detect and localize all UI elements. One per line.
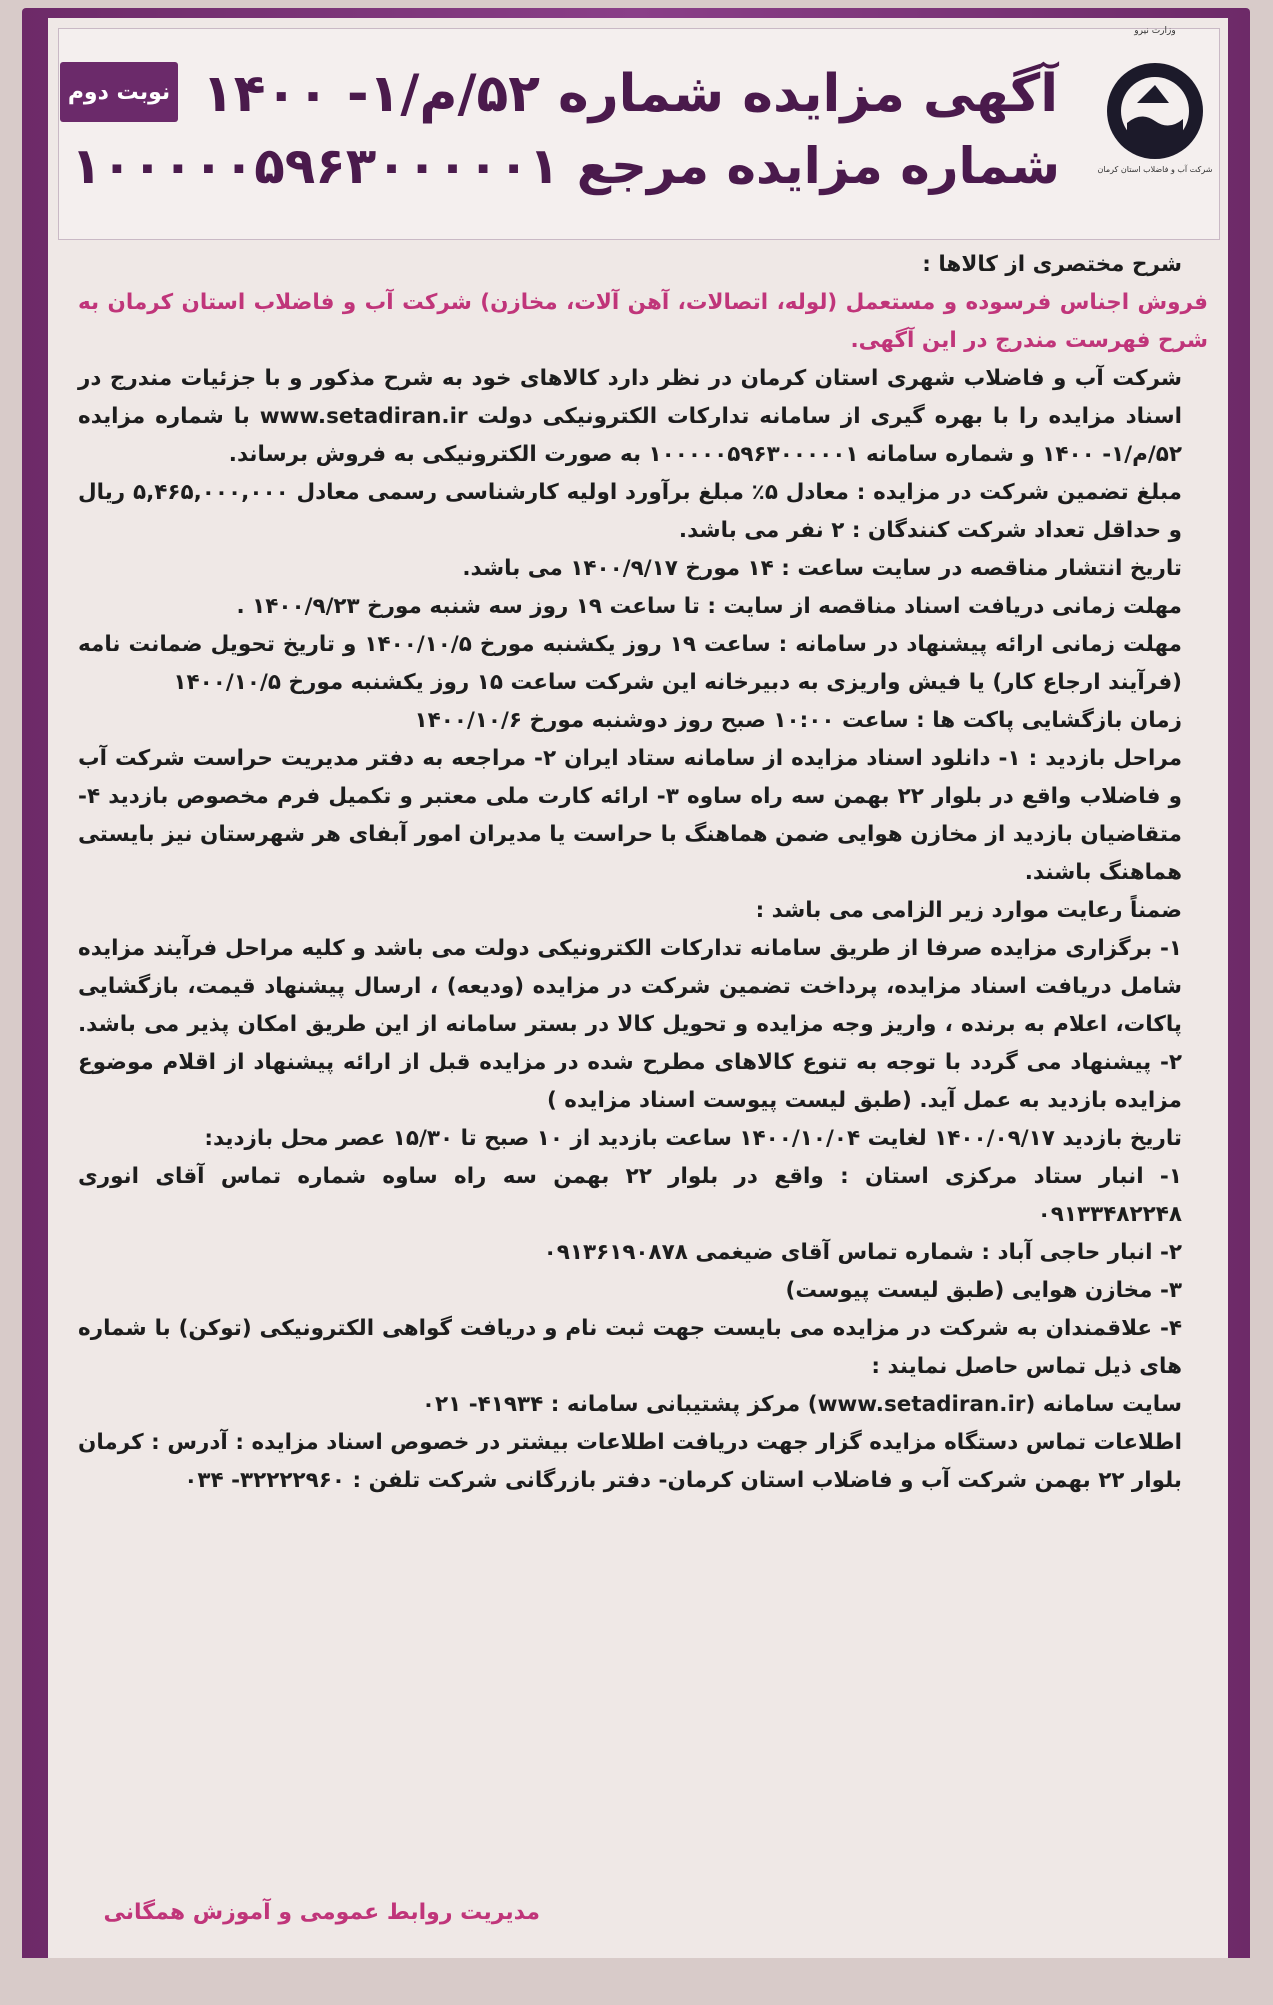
ad-body — [78, 246, 1208, 1500]
visit-site-2: ۲- انبار حاجی آباد : شماره تماس آقای ضیغمی ۰۹۱۳۶۱۹۰۸۷۸ — [543, 1240, 1182, 1265]
mandatory-items: ۱- برگزاری مزایده صرفا از طریق سامانه تدارکات الکترونیکی دولت می باشد و کلیه مراحل فرآیند مزایده شامل دریافت اسناد مزایده، پرداخت تضمین شرکت در مزایده (ودیعه) ، ارسال پیشنهاد قیمت، بازگشایی پاکات، اعلام به برنده ، واریز وجه مزایده و تحویل کالا در بستر سامانه از این طریق امکان پذیر می باشد. ۲- پیشنهاد می گردد با توجه به تنوع کالاهای مطرح شده در مزایده قبل از ارائه پیشنهاد از اقلام موضوع مزایده بازدید به عمل آید. (طبق لیست پیوست اسناد مزایده ) — [78, 936, 1182, 1113]
support-contact: سایت سامانه (www.setadiran.ir) مرکز پشتیبانی سامانه : ۴۱۹۳۴- ۰۲۱ — [421, 1392, 1182, 1417]
visit-site-3: ۳- مخازن هوایی (طبق لیست پیوست) — [785, 1278, 1182, 1303]
download-deadline: مهلت زمانی دریافت اسناد مناقصه از سایت : تا ساعت ۱۹ روز سه شنبه مورخ ۱۴۰۰/۹/۲۳ . — [236, 594, 1182, 619]
company-logo — [1085, 25, 1225, 225]
bottom-strip — [0, 1958, 1273, 2005]
goods-description: فروش اجناس فرسوده و مستعمل (لوله، اتصالات، آهن آلات، مخازن) شرکت آب و فاضلاب استان کرمان به شرح فهرست مندرج در این آگهی. — [78, 290, 1208, 353]
submission-deadline: مهلت زمانی ارائه پیشنهاد در سامانه : ساعت ۱۹ روز یکشنبه مورخ ۱۴۰۰/۱۰/۵ و تاریخ تحویل ضمانت نامه (فرآیند ارجاع کار) یا فیش واریزی به دبیرخانه این شرکت ساعت ۱۵ روز یکشنبه مورخ ۱۴۰۰/۱۰/۵ — [78, 632, 1182, 695]
guarantee-paragraph: مبلغ تضمین شرکت در مزایده : معادل ۵٪ مبلغ برآورد اولیه کارشناسی رسمی معادل ۵,۴۶۵,۰۰۰,۰۰۰ ریال و حداقل تعداد شرکت کنندگان : ۲ نفر می باشد. — [78, 480, 1182, 543]
registration-note: ۴- علاقمندان به شرکت در مزایده می بایست جهت ثبت نام و دریافت گواهی الکترونیکی (توکن) با شماره های ذیل تماس حاصل نمایند : — [78, 1316, 1182, 1379]
opening-time: زمان بازگشایی پاکت ها : ساعت ۱۰:۰۰ صبح روز دوشنبه مورخ ۱۴۰۰/۱۰/۶ — [414, 708, 1182, 733]
water-logo-icon — [1107, 63, 1203, 159]
ministry-label: وزارت نیرو — [1134, 26, 1176, 36]
visit-site-1: ۱- انبار ستاد مرکزی استان : واقع در بلوار ۲۲ بهمن سه راه ساوه شماره تماس آقای انوری ۰۹۱۳۳۴۸۲۲۴۸ — [78, 1164, 1182, 1227]
company-name: شرکت آب و فاضلاب استان کرمان — [1097, 165, 1213, 174]
intro-paragraph: شرکت آب و فاضلاب شهری استان کرمان در نظر دارد کالاهای خود به شرح مذکور و با جزئیات مندرج در اسناد مزایده را با بهره گیری از سامانه تدارکات الکترونیکی دولت www.setadiran.ir با شماره مزایده ۵۲/م/۱- ۱۴۰۰ و شماره سامانه ۱۰۰۰۰۰۵۹۶۳۰۰۰۰۰۱ به صورت الکترونیکی به فروش برساند. — [78, 366, 1182, 467]
goods-heading: شرح مختصری از کالاها : — [922, 252, 1182, 277]
visit-dates: تاریخ بازدید ۱۴۰۰/۰۹/۱۷ لغایت ۱۴۰۰/۱۰/۰۴ ساعت بازدید از ۱۰ صبح تا ۱۵/۳۰ عصر محل بازدید: — [204, 1126, 1182, 1151]
organizer-contact: اطلاعات تماس دستگاه مزایده گزار جهت دریافت اطلاعات بیشتر در خصوص اسناد مزایده : آدرس : کرمان بلوار ۲۲ بهمن شرکت آب و فاضلاب استان کرمان- دفتر بازرگانی شرکت تلفن : ۳۲۲۲۲۹۶۰- ۰۳۴ — [78, 1430, 1182, 1493]
signature: مدیریت روابط عمومی و آموزش همگانی — [103, 1900, 540, 1925]
publish-date: تاریخ انتشار مناقصه در سایت ساعت : ۱۴ مورخ ۱۴۰۰/۹/۱۷ می باشد. — [462, 556, 1182, 581]
mandatory-intro: ضمناً رعایت موارد زیر الزامی می باشد : — [755, 898, 1182, 923]
edition-badge: نوبت دوم — [60, 62, 178, 122]
visit-stages: مراحل بازدید : ۱- دانلود اسناد مزایده از سامانه ستاد ایران ۲- مراجعه به دفتر مدیریت حراست شرکت آب و فاضلاب واقع در بلوار ۲۲ بهمن سه راه ساوه ۳- ارائه کارت ملی معتبر و تکمیل فرم مخصوص بازدید ۴- متقاضیان بازدید از مخازن هوایی ضمن هماهنگ با حراست یا مدیران امور آبفای هر شهرستان نیز بایستی هماهنگ باشند. — [78, 746, 1183, 885]
reference-number: شماره مزایده مرجع ۱۰۰۰۰۰۵۹۶۳۰۰۰۰۰۱ — [71, 137, 1060, 195]
auction-title: آگهی مزایده شماره ۵۲/م/۱- ۱۴۰۰ — [201, 64, 1059, 124]
